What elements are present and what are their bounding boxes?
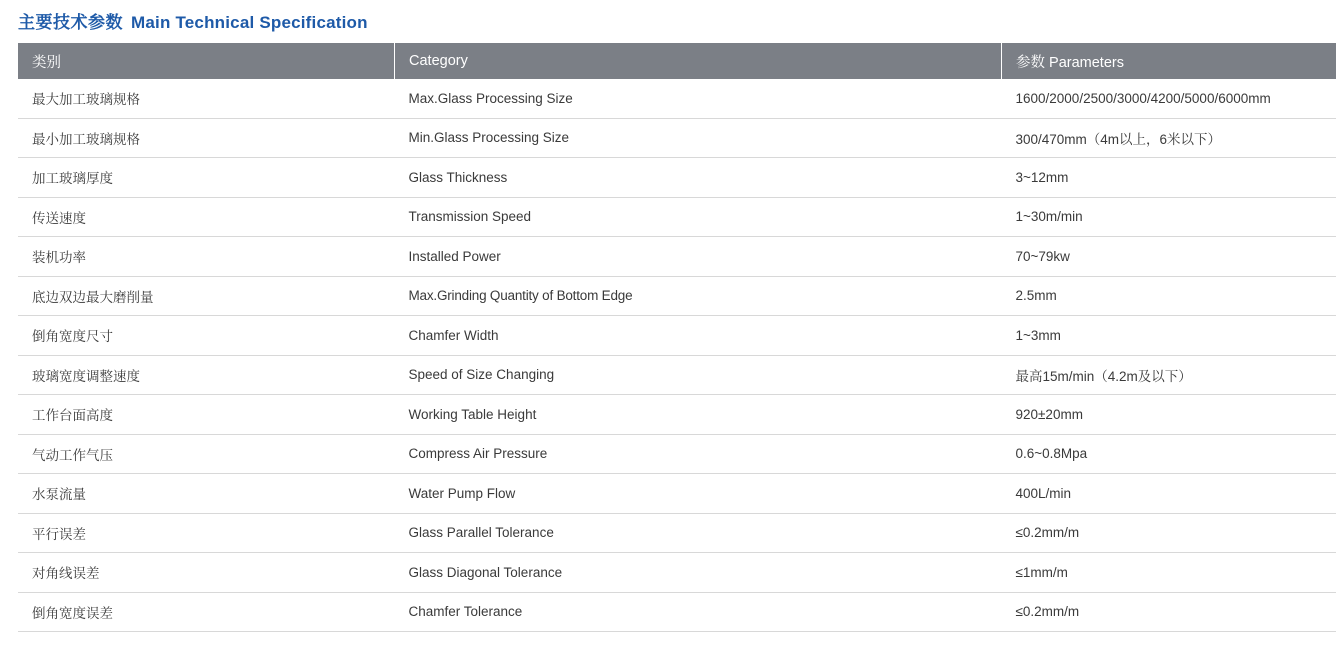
table-row	[18, 158, 1336, 198]
cell-parameter-value: 920±20mm	[1002, 395, 1336, 435]
cell-category-cn: 玻璃宽度调整速度	[18, 355, 395, 395]
cell-parameter-value: ≤0.2mm/m	[1002, 592, 1336, 632]
column-header-category-en: Category	[395, 43, 1002, 79]
cell-category-en: Compress Air Pressure	[395, 434, 1002, 474]
cell-parameter-value: 0.6~0.8Mpa	[1002, 434, 1336, 474]
cell-parameter-value: 300/470mm（4m以上，6米以下）	[1002, 118, 1336, 158]
table-body	[18, 79, 1336, 632]
page-title-english: Main Technical Specification	[131, 13, 368, 32]
cell-category-en: Water Pump Flow	[395, 474, 1002, 514]
cell-category-cn: 最小加工玻璃规格	[18, 118, 395, 158]
cell-category-en: Glass Thickness	[395, 158, 1002, 198]
cell-category-en: Min.Glass Processing Size	[395, 118, 1002, 158]
cell-parameter-value: ≤1mm/m	[1002, 553, 1336, 593]
cell-parameter-value: 1~3mm	[1002, 316, 1336, 356]
page-title	[0, 0, 1336, 43]
cell-category-cn: 倒角宽度误差	[18, 592, 395, 632]
table-row	[18, 316, 1336, 356]
cell-parameter-value: ≤0.2mm/m	[1002, 513, 1336, 553]
cell-category-cn: 对角线误差	[18, 553, 395, 593]
cell-category-cn: 装机功率	[18, 237, 395, 277]
cell-category-cn: 平行误差	[18, 513, 395, 553]
cell-category-cn: 气动工作气压	[18, 434, 395, 474]
cell-parameter-value: 70~79kw	[1002, 237, 1336, 277]
table-row	[18, 592, 1336, 632]
cell-parameter-value: 1600/2000/2500/3000/4200/5000/6000mm	[1002, 79, 1336, 118]
cell-category-cn: 最大加工玻璃规格	[18, 79, 395, 118]
cell-category-en: Max.Grinding Quantity of Bottom Edge	[395, 276, 1002, 316]
table-row	[18, 434, 1336, 474]
column-header-parameters: 参数 Parameters	[1002, 43, 1336, 79]
table-row	[18, 513, 1336, 553]
cell-parameter-value: 3~12mm	[1002, 158, 1336, 198]
cell-parameter-value: 1~30m/min	[1002, 197, 1336, 237]
cell-category-en: Installed Power	[395, 237, 1002, 277]
cell-category-en: Max.Glass Processing Size	[395, 79, 1002, 118]
cell-category-en: Speed of Size Changing	[395, 355, 1002, 395]
page-title-chinese: 主要技术参数	[18, 13, 123, 32]
table-row	[18, 118, 1336, 158]
cell-category-cn: 水泵流量	[18, 474, 395, 514]
table-row	[18, 197, 1336, 237]
cell-category-en: Glass Parallel Tolerance	[395, 513, 1002, 553]
table-row	[18, 395, 1336, 435]
cell-category-en: Chamfer Width	[395, 316, 1002, 356]
cell-category-cn: 传送速度	[18, 197, 395, 237]
cell-category-en: Transmission Speed	[395, 197, 1002, 237]
table-row	[18, 553, 1336, 593]
table-header	[18, 43, 1336, 79]
cell-category-en: Chamfer Tolerance	[395, 592, 1002, 632]
table-row	[18, 276, 1336, 316]
column-header-category-cn: 类别	[18, 43, 395, 79]
cell-category-cn: 加工玻璃厚度	[18, 158, 395, 198]
cell-category-cn: 倒角宽度尺寸	[18, 316, 395, 356]
cell-category-en: Working Table Height	[395, 395, 1002, 435]
table-row	[18, 79, 1336, 118]
table-row	[18, 355, 1336, 395]
cell-category-cn: 底边双边最大磨削量	[18, 276, 395, 316]
cell-parameter-value: 最高15m/min（4.2m及以下）	[1002, 355, 1336, 395]
specification-table	[18, 43, 1336, 632]
cell-parameter-value: 400L/min	[1002, 474, 1336, 514]
cell-parameter-value: 2.5mm	[1002, 276, 1336, 316]
cell-category-en: Glass Diagonal Tolerance	[395, 553, 1002, 593]
table-header-row	[18, 43, 1336, 79]
table-row	[18, 237, 1336, 277]
table-row	[18, 474, 1336, 514]
cell-category-cn: 工作台面高度	[18, 395, 395, 435]
